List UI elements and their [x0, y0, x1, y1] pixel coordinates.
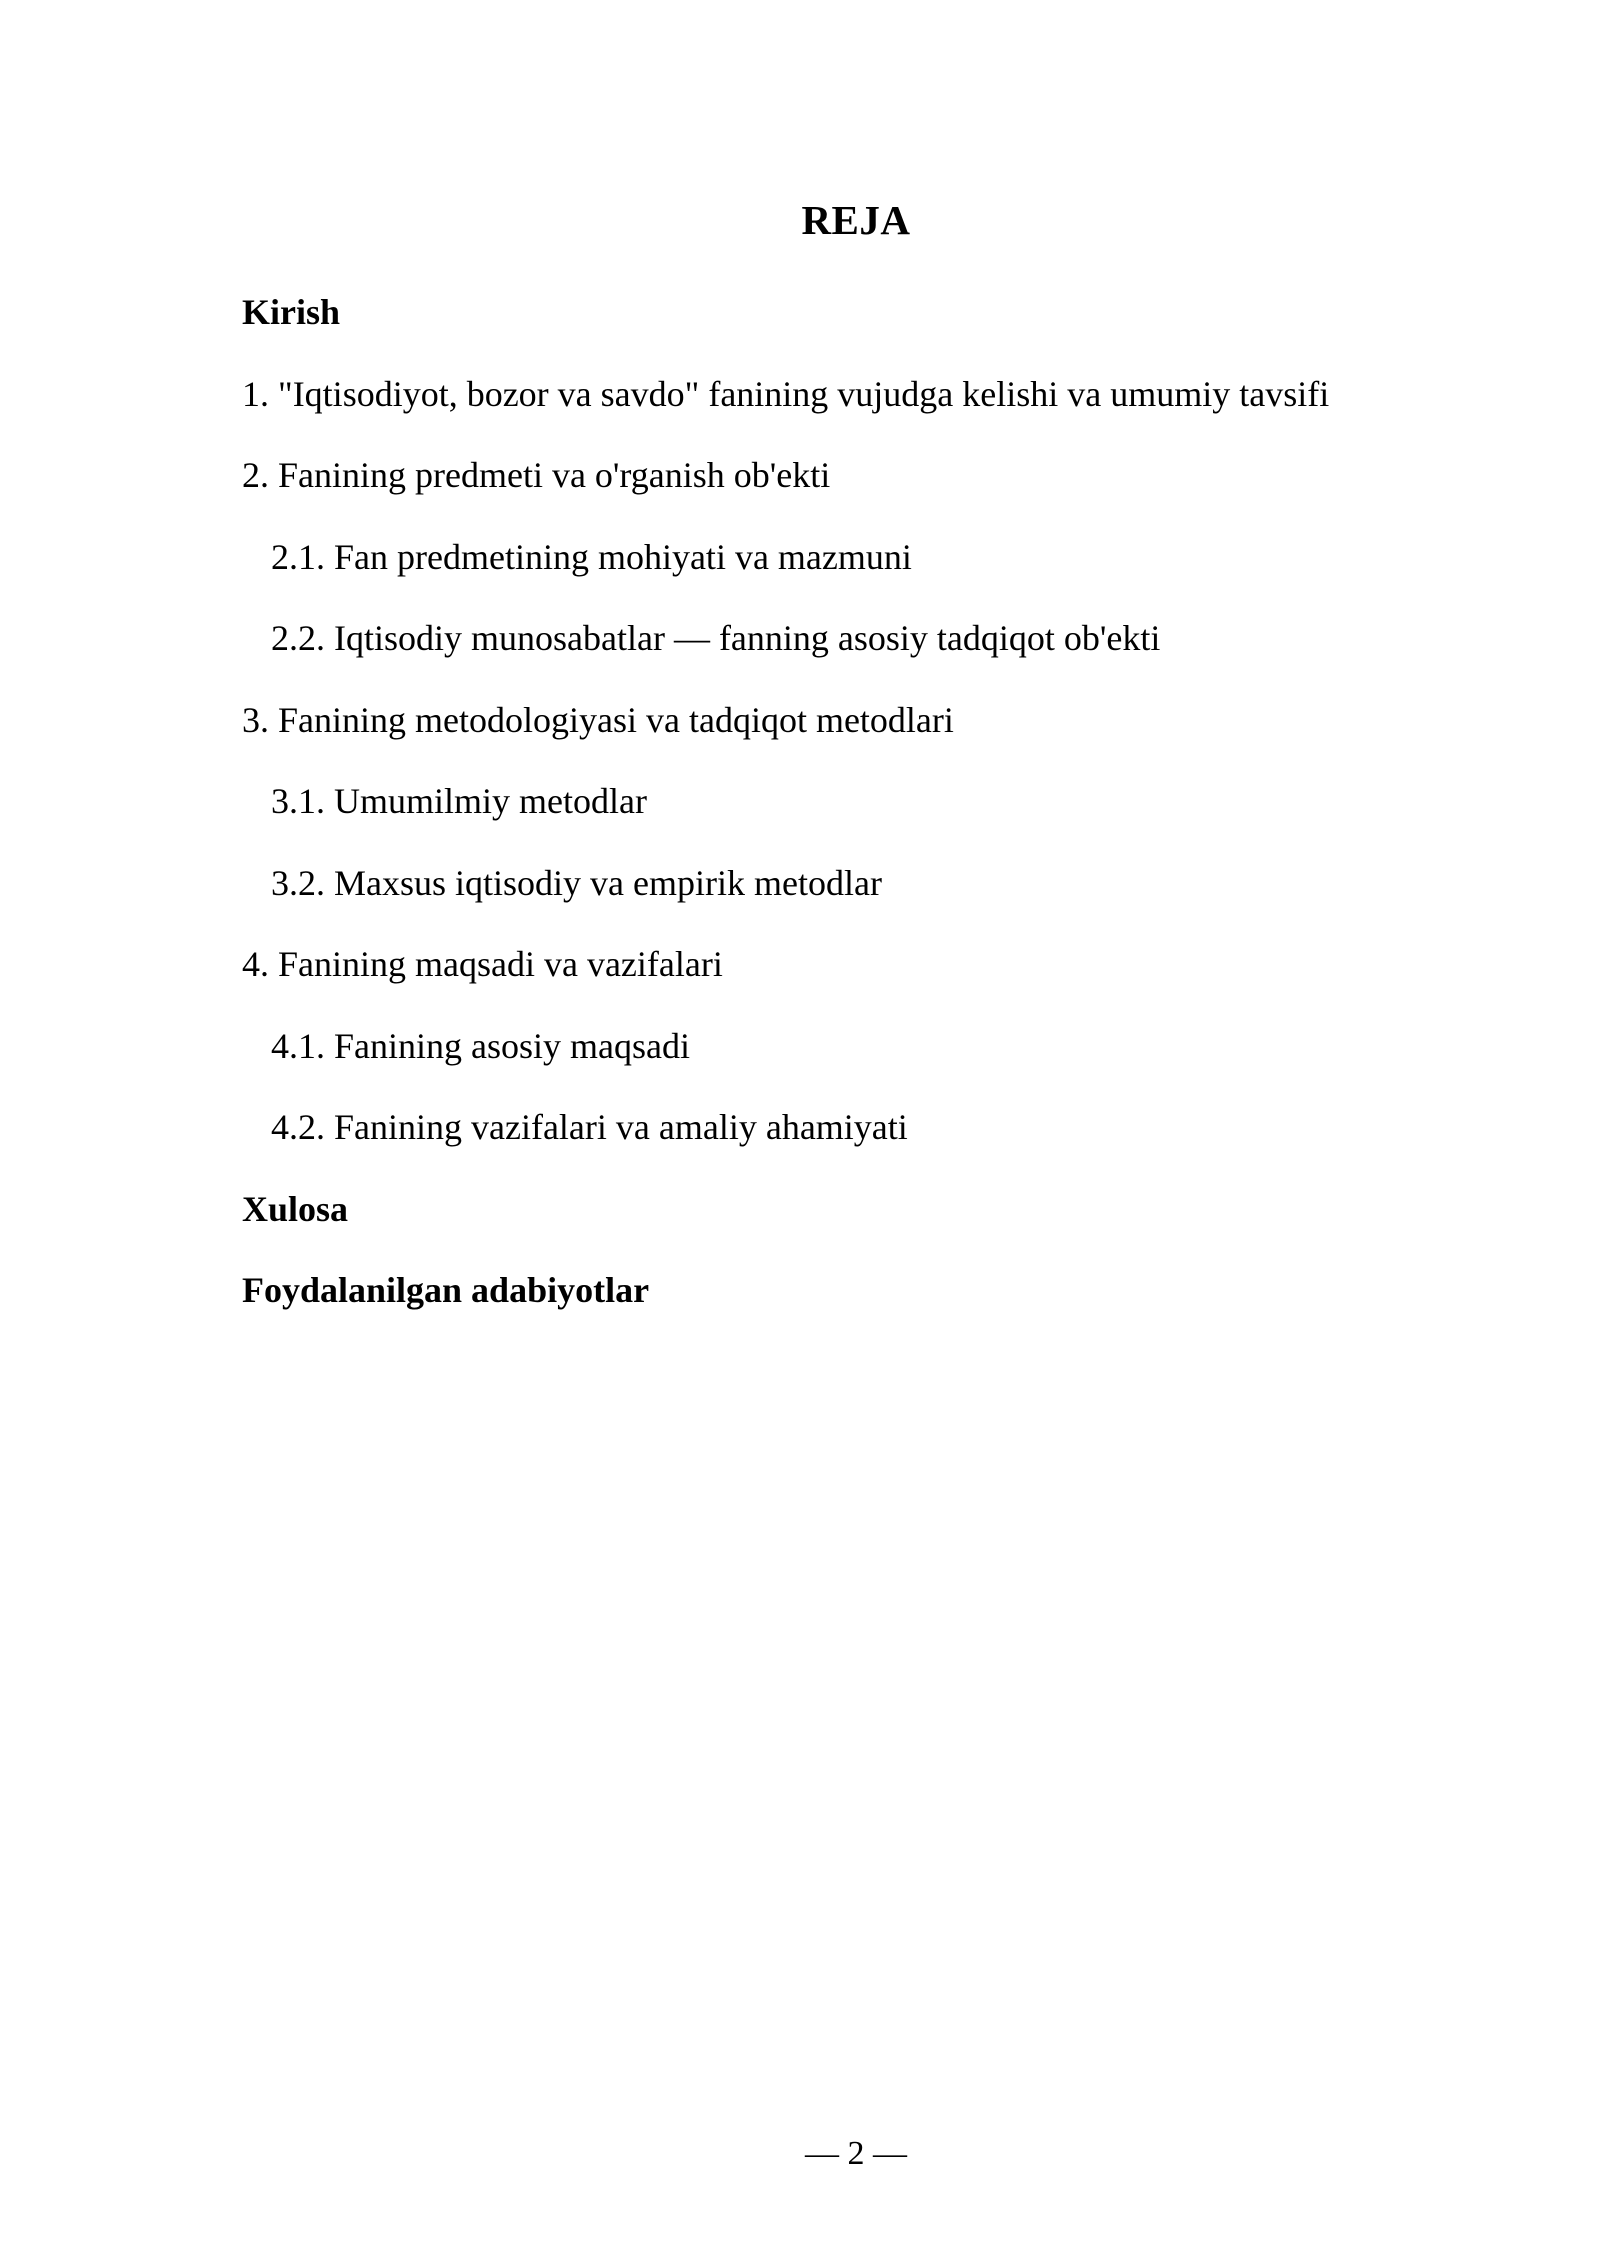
table-of-contents — [242, 292, 1492, 1352]
toc-item-adabiyotlar: Foydalanilgan adabiyotlar — [242, 1270, 650, 1310]
toc-item-2: 2. Fanining predmeti va o'rganish ob'ekti — [242, 455, 831, 495]
toc-item-4-2: 4.2. Fanining vazifalari va amaliy ahamiyati — [271, 1107, 908, 1147]
toc-item-3-2: 3.2. Maxsus iqtisodiy va empirik metodlar — [271, 862, 882, 903]
page-title: REJA — [801, 197, 911, 243]
toc-item-2-2: 2.2. Iqtisodiy munosabatlar — fanning asosiy tadqiqot ob'ekti — [271, 618, 1161, 658]
toc-item-3: 3. Fanining metodologiyasi va tadqiqot metodlari — [242, 699, 954, 740]
toc-item-1: 1. "Iqtisodiyot, bozor va savdo" fanining vujudga kelishi va umumiy tavsifi — [242, 373, 1330, 414]
toc-item-xulosa: Xulosa — [242, 1188, 349, 1229]
toc-item-4-1: 4.1. Fanining asosiy maqsadi — [271, 1025, 690, 1066]
toc-item-kirish: Kirish — [242, 292, 341, 332]
toc-item-3-1: 3.1. Umumilmiy metodlar — [271, 781, 647, 821]
page-number: — 2 — — [805, 2135, 907, 2172]
toc-item-4: 4. Fanining maqsadi va vazifalari — [242, 944, 723, 984]
toc-item-2-1: 2.1. Fan predmetining mohiyati va mazmuni — [271, 536, 912, 577]
